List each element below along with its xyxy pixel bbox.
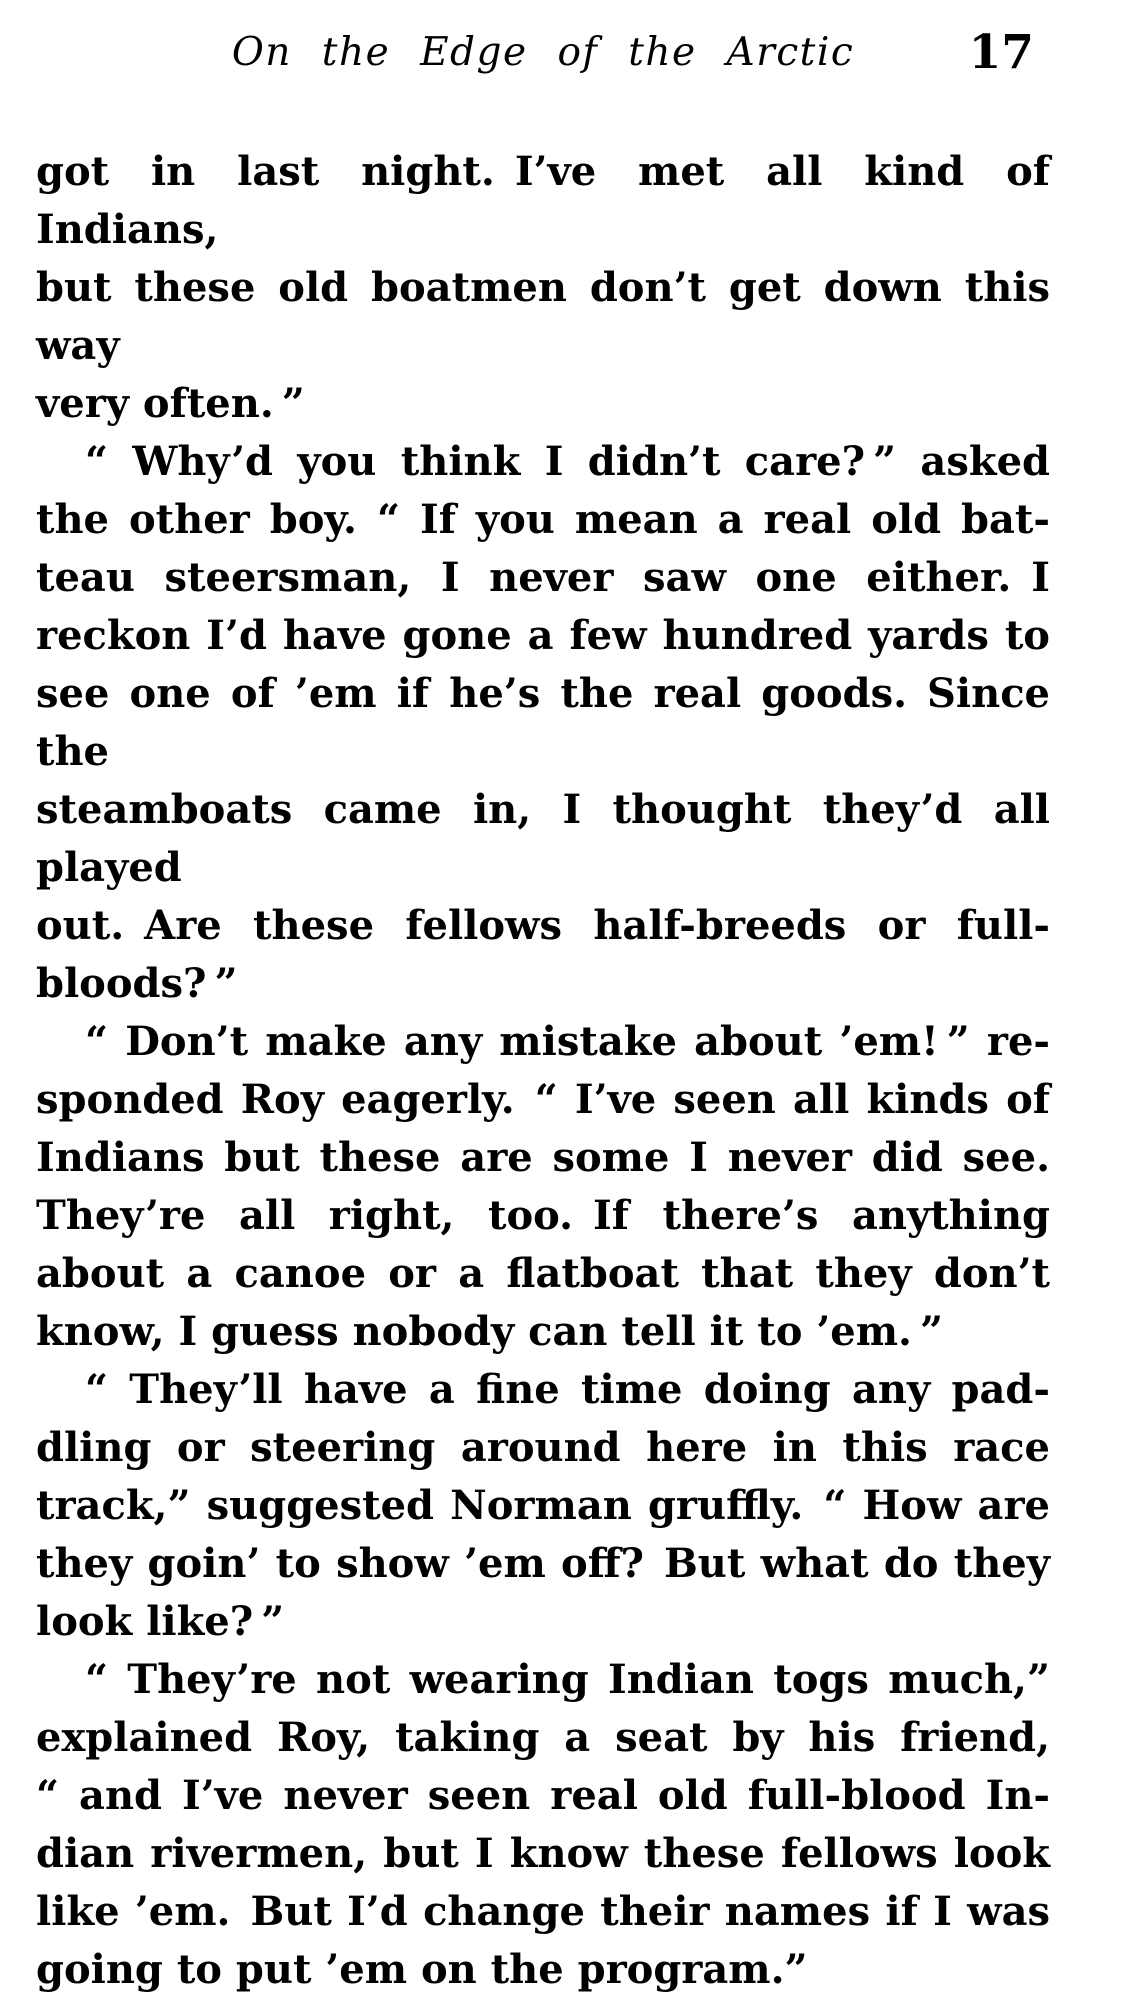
text-line: “ They’re not wearing Indian togs much,” (85, 1656, 1050, 1703)
text-line: They’re all right, too. If there’s anything (36, 1192, 1050, 1239)
text-line: very often. ” (36, 380, 305, 427)
page-text (36, 143, 1050, 1999)
text-line: teau steersman, I never saw one either. I (36, 554, 1050, 601)
text-line: explained Roy, taking a seat by his friend, (36, 1714, 1050, 1761)
text-line: “ and I’ve never seen real old full-blood In- (36, 1772, 1050, 1819)
text-line: Indians but these are some I never did see. (36, 1134, 1050, 1181)
paragraph (36, 143, 1050, 433)
text-line: “ Don’t make any mistake about ’em! ” re- (85, 1018, 1050, 1065)
text-line: track,” suggested Norman gruffly. “ How are (36, 1482, 1050, 1529)
page-number: 17 (968, 25, 1034, 80)
text-line: steamboats came in, I thought they’d all played (36, 786, 1050, 891)
text-line: the other boy. “ If you mean a real old bat- (36, 496, 1050, 543)
paragraph (36, 1361, 1050, 1651)
text-line: “ They’ll have a fine time doing any pad- (85, 1366, 1050, 1413)
running-header (36, 24, 1050, 82)
text-line: bloods? ” (36, 960, 238, 1007)
text-line: see one of ’em if he’s the real goods. Since the (36, 670, 1050, 775)
text-line: got in last night. I’ve met all kind of Indians, (36, 148, 1050, 253)
chapter-title: On the Edge of the Arctic (231, 30, 855, 75)
text-line: reckon I’d have gone a few hundred yards to (36, 612, 1050, 659)
paragraph (36, 1651, 1050, 1999)
paragraph (36, 1013, 1050, 1361)
text-line: but these old boatmen don’t get down this way (36, 264, 1050, 369)
text-line: dling or steering around here in this race (36, 1424, 1050, 1471)
text-line: sponded Roy eagerly. “ I’ve seen all kinds of (36, 1076, 1050, 1123)
text-line: they goin’ to show ’em off? But what do they (36, 1540, 1050, 1587)
text-line: going to put ’em on the program.” (36, 1946, 808, 1993)
text-line: out. Are these fellows half-breeds or full- (36, 902, 1050, 949)
text-line: know, I guess nobody can tell it to ’em. ” (36, 1308, 943, 1355)
text-line: look like? ” (36, 1598, 285, 1645)
paragraph (36, 433, 1050, 1013)
text-line: like ’em. But I’d change their names if I was (36, 1888, 1050, 1935)
text-line: about a canoe or a flatboat that they don’t (36, 1250, 1050, 1297)
text-line: dian rivermen, but I know these fellows look (36, 1830, 1050, 1877)
text-line: “ Why’d you think I didn’t care? ” asked (85, 438, 1050, 485)
